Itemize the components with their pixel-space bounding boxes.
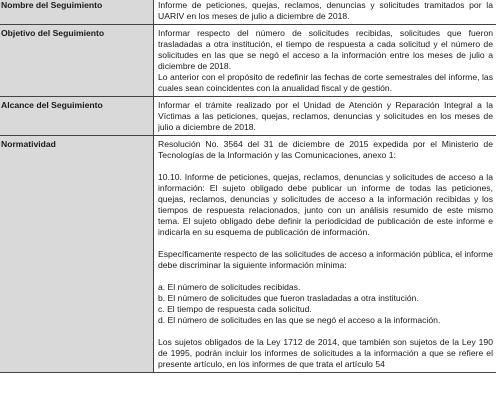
row-content-normatividad	[154, 136, 496, 373]
normatividad-closing: Los sujetos obligados de la Ley 1712 de 2014, que también son sujetos de la Ley 190 de 1995, podrán incluir los informes de solicitudes a la información a que se refiere el presente artículo, en los informes de que trata el artículo 54	[158, 337, 493, 369]
normatividad-section: 10.10. Informe de peticiones, quejas, reclamos, denuncias y solicitudes de acceso a la información: El sujeto obligado debe publicar un informe de todas las peticiones, quejas, reclamos, denuncias y solicitudes de acceso a la información recibidas y los tiempos de respuesta relacionados, junto con un análisis resumido de este mismo tema. El sujeto obligado debe definir la periodicidad de publicación de este informe e indicarla en su esquema de publicación de información.	[158, 172, 493, 237]
table-row	[0, 25, 496, 97]
row-content-nombre	[154, 0, 496, 25]
alcance-text: Informar el trámite realizado por el Unidad de Atención y Reparación Integral a la Víctimas a las peticiones, quejas, reclamos, denuncias y solicitudes en los meses de julio a diciembre de 2018.	[158, 100, 493, 132]
list-item: c. El tiempo de respuesta cada solicitud.	[158, 304, 312, 314]
row-label-nombre: Nombre del Seguimiento	[0, 0, 154, 25]
table-row	[0, 136, 496, 373]
normatividad-intro: Resolución No. 3564 del 31 de diciembre de 2015 expedida por el Ministerio de Tecnologías de la Información y las Comunicaciones, anexo 1:	[158, 139, 493, 160]
objetivo-paragraph-2: Lo anterior con el propósito de redefinir las fechas de corte semestrales del informe, las cuales sean coincidentes con la anualidad fiscal y de gestión.	[158, 72, 493, 93]
objetivo-paragraph-1: Informar respecto del número de solicitudes recibidas, solicitudes que fueron trasladadas a otra institución, el tiempo de respuesta a cada solicitud y el número de solicitudes en las que se negó el acceso a la información entre los meses de julio a diciembre de 2018.	[158, 28, 493, 71]
spacer	[158, 238, 493, 249]
spacer	[158, 326, 493, 337]
nombre-text: Informe de peticiones, quejas, reclamos, denuncias y solicitudes tramitados por la UARIV en los meses de julio a diciembre de 2018.	[158, 0, 493, 21]
row-label-objetivo: Objetivo del Seguimiento	[0, 25, 154, 97]
spacer	[158, 161, 493, 172]
table-row	[0, 0, 496, 25]
row-content-alcance	[154, 97, 496, 136]
list-item: d. El número de solicitudes en las que se negó el acceso a la información.	[158, 315, 441, 325]
table-row	[0, 97, 496, 136]
row-content-objetivo	[154, 25, 496, 97]
normatividad-specific: Específicamente respecto de las solicitudes de acceso a información pública, el informe debe discriminar la siguiente información mínima:	[158, 249, 493, 270]
row-label-normatividad: Normatividad	[0, 136, 154, 373]
spacer	[158, 271, 493, 282]
row-label-alcance: Alcance del Seguimiento	[0, 97, 154, 136]
list-item: b. El número de solicitudes que fueron trasladadas a otra institución.	[158, 293, 419, 303]
list-item: a. El número de solicitudes recibidas.	[158, 282, 301, 292]
